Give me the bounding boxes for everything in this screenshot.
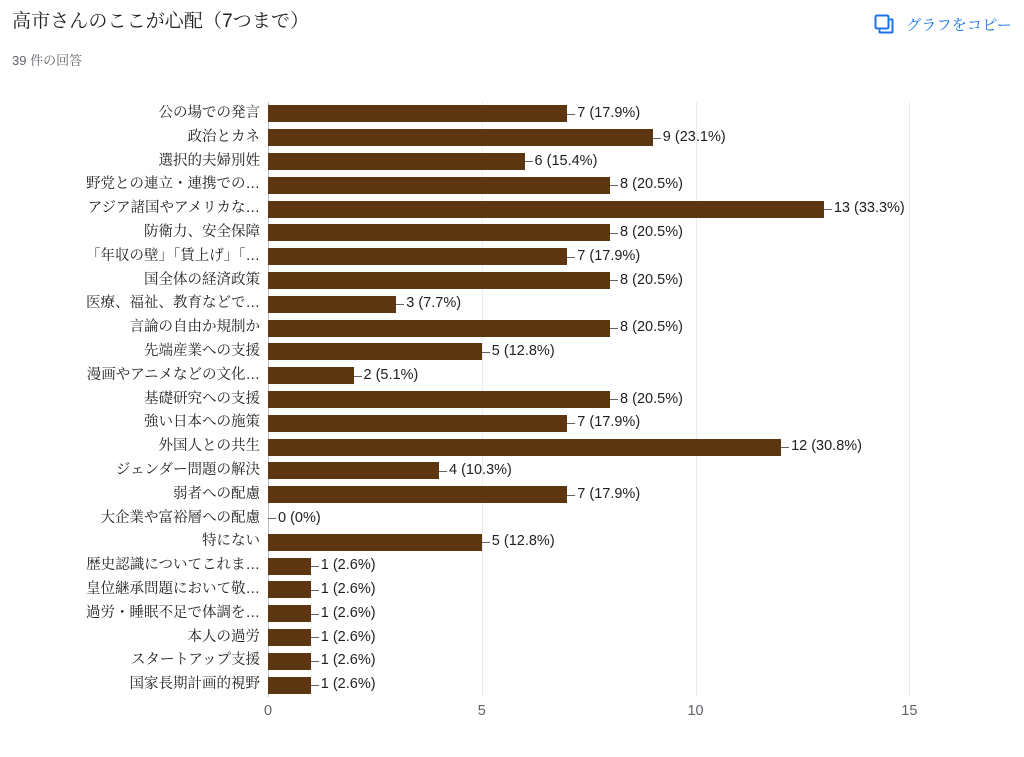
category-label: 外国人との共生: [158, 438, 260, 455]
bar-rows: [86, 102, 935, 697]
category-label: 大企業や富裕層への配慮: [100, 509, 260, 526]
bar[interactable]: [268, 343, 482, 360]
bar-row[interactable]: [86, 554, 935, 578]
response-count: 39 件の回答: [12, 53, 83, 68]
x-axis: [263, 697, 935, 727]
category-label: 政治とカネ: [187, 128, 260, 145]
bar[interactable]: [268, 629, 311, 646]
bar[interactable]: [268, 534, 482, 551]
value-leader-line: [311, 590, 319, 591]
bar[interactable]: [268, 367, 354, 384]
bar-row[interactable]: [202, 530, 935, 554]
value-label: 4 (10.3%): [449, 462, 512, 478]
bar-row[interactable]: [129, 673, 935, 697]
category-label: 基礎研究への支援: [144, 390, 260, 407]
category-label: 「年収の壁」「賃上げ」「…: [86, 247, 260, 264]
bar-row[interactable]: [158, 435, 935, 459]
value-leader-line: [268, 518, 276, 519]
bar-row[interactable]: [86, 578, 935, 602]
value-label: 9 (23.1%): [662, 128, 726, 145]
category-label: 公の場での発言: [158, 105, 260, 121]
value-leader-line: [311, 637, 319, 638]
bar[interactable]: [268, 177, 610, 194]
bar[interactable]: [268, 201, 824, 218]
bar[interactable]: [268, 558, 311, 575]
value-label: 6 (15.4%): [534, 152, 598, 169]
value-label: 5 (12.8%): [491, 533, 555, 550]
value-leader-line: [567, 257, 575, 258]
value-leader-line: [311, 566, 319, 567]
value-leader-line: [311, 661, 319, 662]
category-label: 国全体の経済政策: [144, 271, 260, 288]
value-label: 5 (12.8%): [491, 343, 555, 359]
bar-row[interactable]: [158, 102, 935, 126]
value-leader-line: [610, 399, 618, 400]
bar[interactable]: [268, 486, 567, 503]
bar-row[interactable]: [86, 173, 935, 197]
bar-chart: [0, 88, 1024, 748]
value-leader-line: [439, 471, 447, 472]
bar-row[interactable]: [86, 602, 935, 626]
value-label: 7 (17.9%): [577, 485, 641, 502]
bar[interactable]: [268, 677, 311, 694]
bar-row[interactable]: [187, 626, 935, 650]
bar-row[interactable]: [130, 649, 935, 673]
bar-row[interactable]: [100, 507, 935, 531]
value-label: 1 (2.6%): [320, 557, 376, 574]
value-leader-line: [311, 614, 319, 615]
value-leader-line: [781, 447, 789, 448]
category-label: 皇位継承問題において敬…: [86, 581, 260, 597]
category-label: 本人の過労: [187, 628, 260, 645]
category-label: 弱者への配慮: [173, 485, 260, 502]
bar[interactable]: [268, 439, 781, 456]
value-label: 7 (17.9%): [577, 105, 641, 121]
category-label: アジア諸国やアメリカな…: [87, 200, 260, 217]
value-label: 7 (17.9%): [577, 414, 641, 431]
copy-chart-label: グラフをコピー: [906, 16, 1012, 34]
x-tick-label: 5: [477, 703, 486, 719]
category-label: 言論の自由か規制か: [129, 319, 260, 336]
value-label: 12 (30.8%): [791, 438, 862, 455]
bar-row[interactable]: [87, 197, 935, 221]
value-label: 7 (17.9%): [577, 247, 641, 264]
bar[interactable]: [268, 272, 610, 289]
bar-row[interactable]: [86, 364, 935, 388]
value-leader-line: [567, 423, 575, 424]
category-label: 野党との連立・連携での…: [86, 176, 260, 193]
value-leader-line: [824, 209, 832, 210]
bar[interactable]: [268, 105, 567, 122]
value-label: 8 (20.5%): [620, 271, 683, 288]
value-leader-line: [653, 138, 661, 139]
bar[interactable]: [268, 224, 610, 241]
value-leader-line: [525, 161, 533, 162]
category-label: 医療、福祉、教育などで…: [86, 295, 260, 312]
category-label: 国家長期計画的視野: [129, 676, 260, 693]
plot-area: [86, 102, 935, 697]
copy-icon: [872, 12, 896, 36]
bar-row[interactable]: [187, 126, 935, 150]
copy-chart-button[interactable]: [872, 12, 1012, 36]
bar-row[interactable]: [173, 483, 935, 507]
value-label: 1 (2.6%): [320, 628, 376, 645]
bar[interactable]: [268, 581, 311, 598]
value-leader-line: [610, 233, 618, 234]
value-leader-line: [610, 185, 618, 186]
bar-row[interactable]: [144, 388, 935, 412]
value-label: 0 (0%): [278, 509, 321, 526]
value-label: 8 (20.5%): [620, 224, 683, 240]
value-label: 8 (20.5%): [620, 176, 683, 193]
bar-row[interactable]: [86, 292, 935, 316]
value-leader-line: [311, 685, 319, 686]
bar[interactable]: [268, 129, 653, 146]
bar[interactable]: [268, 296, 396, 313]
category-label: 強い日本への施策: [144, 414, 260, 431]
value-label: 1 (2.6%): [320, 604, 376, 621]
value-label: 1 (2.6%): [320, 581, 376, 597]
value-label: 1 (2.6%): [320, 652, 376, 669]
value-leader-line: [396, 304, 404, 305]
bar-row[interactable]: [86, 245, 935, 269]
bar-row[interactable]: [144, 411, 935, 435]
value-label: 13 (33.3%): [833, 200, 905, 217]
value-label: 8 (20.5%): [620, 319, 683, 336]
bar[interactable]: [268, 248, 567, 265]
value-leader-line: [482, 352, 490, 353]
value-label: 1 (2.6%): [320, 676, 376, 693]
value-leader-line: [610, 328, 618, 329]
value-leader-line: [482, 542, 490, 543]
category-label: 歴史認識についてこれま…: [86, 557, 260, 574]
value-leader-line: [354, 376, 362, 377]
bar[interactable]: [268, 391, 610, 408]
x-tick-label: 15: [901, 703, 918, 719]
bar-row[interactable]: [115, 459, 935, 483]
category-label: 選択的夫婦別姓: [158, 152, 260, 169]
category-label: 先端産業への支援: [144, 343, 260, 359]
category-label: スタートアップ支援: [130, 652, 260, 669]
value-label: 8 (20.5%): [620, 390, 683, 407]
value-label: 3 (7.7%): [406, 295, 462, 312]
bar-row[interactable]: [144, 269, 935, 293]
category-label: 特にない: [202, 533, 260, 550]
category-label: 防衛力、安全保障: [144, 224, 260, 240]
bar-row[interactable]: [129, 316, 935, 340]
bar-row[interactable]: [158, 150, 935, 174]
value-leader-line: [567, 114, 575, 115]
page-title: 高市さんのここが心配（7つまで）: [12, 11, 310, 32]
bar[interactable]: [268, 153, 525, 170]
value-leader-line: [567, 495, 575, 496]
bar[interactable]: [268, 462, 439, 479]
bar[interactable]: [268, 320, 610, 337]
bar-row[interactable]: [144, 221, 935, 245]
bar[interactable]: [268, 653, 311, 670]
bar[interactable]: [268, 605, 311, 622]
category-label: 過労・睡眠不足で体調を…: [86, 604, 260, 621]
x-tick-label: 0: [263, 703, 273, 719]
value-label: 2 (5.1%): [363, 366, 419, 383]
category-label: 漫画やアニメなどの文化…: [86, 366, 260, 383]
chart-header: [12, 8, 1012, 48]
bar[interactable]: [268, 415, 567, 432]
category-label: ジェンダー問題の解決: [115, 462, 260, 478]
bar-row[interactable]: [144, 340, 935, 364]
x-tick-label: 10: [687, 703, 704, 719]
value-leader-line: [610, 280, 618, 281]
